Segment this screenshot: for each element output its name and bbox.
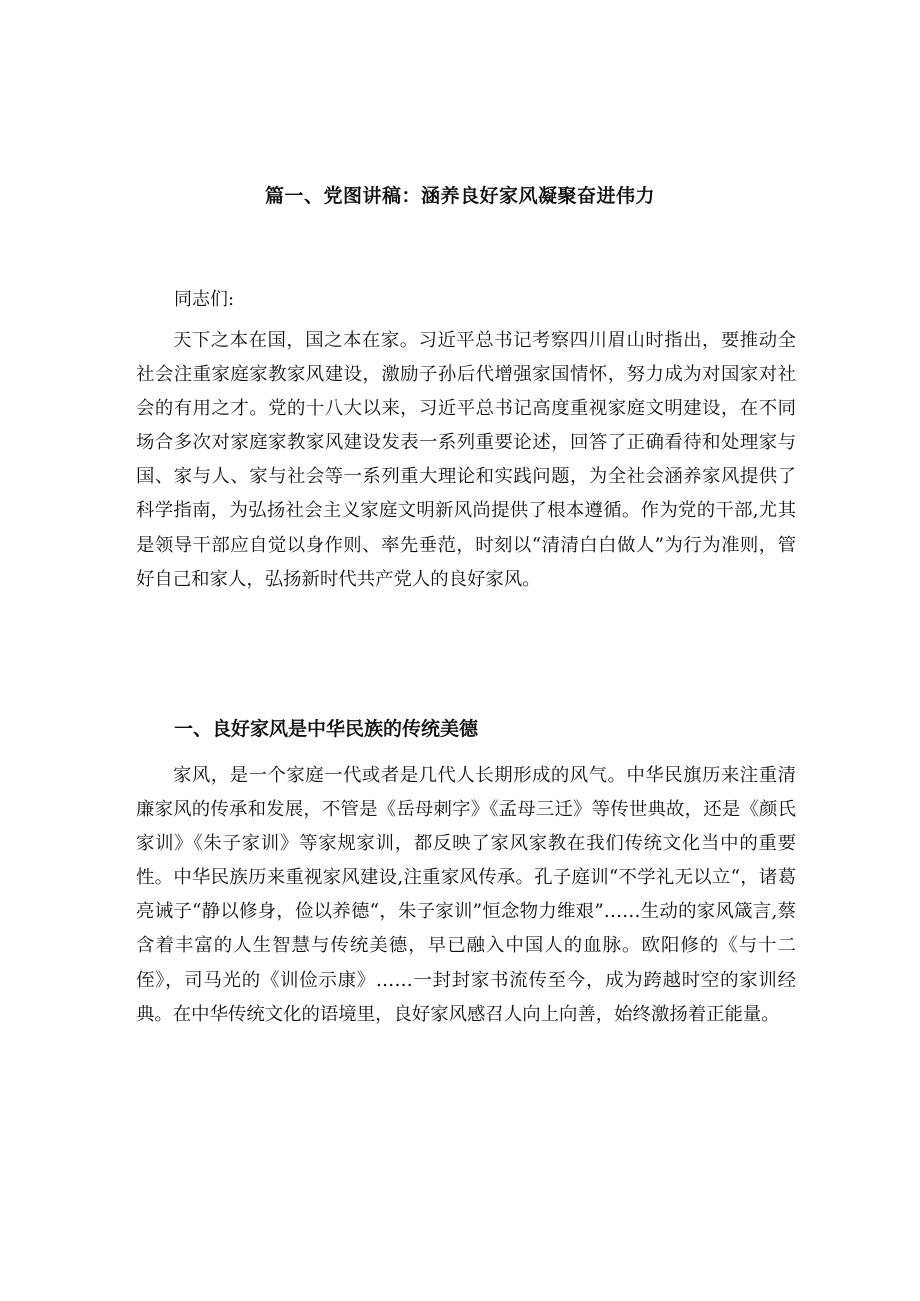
body-paragraph: 天下之本在国，国之本在家。习近平总书记考察四川眉山时指出，要推动全社会注重家庭家教家风建设，激励子孙后代增强家国情怀，努力成为对国家对社会的有用之才。党的十八大以来，习近平总书记高度重视家庭文明建设，在不同场合多次对家庭家教家风建设发表一系列重要论述，回答了正确看待和处理家与国、家与人、家与社会等一系列重大理论和实践问题，为全社会涵养家风提供了科学指南，为弘扬社会主义家庭文明新风尚提供了根本遵循。作为党的干部,尤其是领导干部应自觉以身作则、率先垂范，时刻以“清清白白做人”为行为准则，管好自己和家人，弘扬新时代共产党人的良好家风。 — [136, 330, 796, 590]
salutation: 同志们: — [174, 289, 235, 310]
section-paragraph: 家风，是一个家庭一代或者是几代人长期形成的风气。中华民旗历来注重清廉家风的传承和发展，不管是《岳母刺字》《孟母三迁》等传世典故，还是《颜氏家训》《朱子家训》等家规家训，都反映了家风家教在我们传统文化当中的重要性。中华民族历来重视家风建设,注重家风传承。孔子庭训“不学礼无以立“，诸葛亮诫子“静以修身，俭以养德“，朱子家训”恒念物力维艰”……生动的家风箴言,蔡含着丰富的人生智慧与传统美德，早已融入中国人的血脉。欧阳修的《与十二侄》，司马光的《训俭示康》……一封封家书流传至今，成为跨越时空的家训经典。在中华传统文化的语境里，良好家风感召人向上向善，始终激扬着正能量。 — [136, 765, 796, 1025]
document-title: 篇一、党图讲稿：涵养良好家风凝聚奋进伟力 — [264, 185, 655, 207]
section-heading: 一、良好家风是中华民族的传统美德 — [174, 718, 479, 740]
